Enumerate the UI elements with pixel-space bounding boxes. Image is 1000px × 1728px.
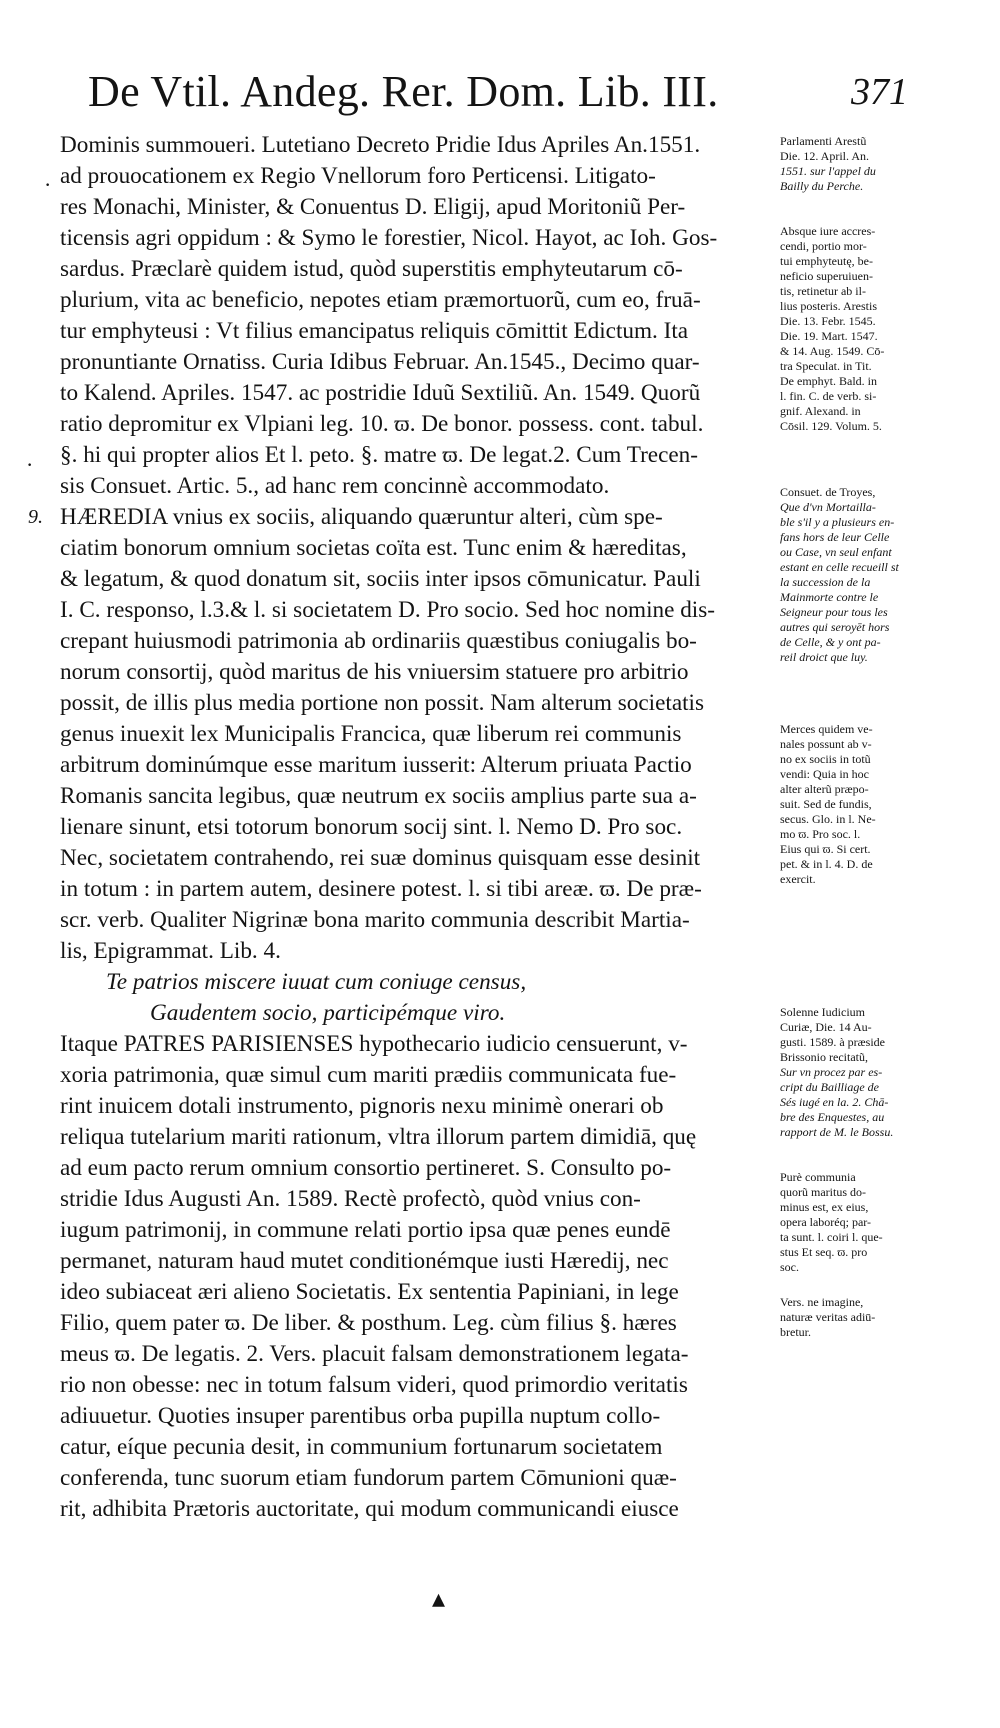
margin-line: Brissonio recitatũ, (780, 1050, 868, 1064)
margin-line: quorũ maritus do- (780, 1185, 866, 1199)
margin-line: Solenne Iudicium (780, 1005, 865, 1019)
margin-line: Cōsil. 129. Volum. 5. (780, 419, 882, 433)
text-line: §. hi qui propter alios Et l. peto. §. matre ϖ. De legat.2. Cum Trecen- (60, 442, 698, 468)
margin-line: suit. Sed de fundis, (780, 797, 872, 811)
margin-line: Vers. ne imagine, (780, 1295, 864, 1309)
margin-line: minus est, ex eius, (780, 1200, 869, 1214)
page-header (88, 66, 908, 126)
margin-line: Que d'vn Mortailla- (780, 500, 876, 514)
margin-line: Eius qui ϖ. Si cert. (780, 842, 871, 856)
text-line: iugum patrimonij, in commune relati portio ipsa quæ penes eundē (60, 1217, 671, 1243)
margin-line: Sur vn procez par es- (780, 1065, 883, 1079)
text-line: I. C. responso, l.3.& l. si societatem D. Pro socio. Sed hoc nomine dis- (60, 597, 715, 623)
text-line: Nec, societatem contrahendo, rei suæ dominus quisquam esse desinit (60, 845, 701, 871)
paragraph-9 (28, 502, 780, 967)
text-line: rit, adhibita Prætoris auctoritate, qui modum communicandi eiusce (60, 1496, 679, 1522)
margin-line: fans hors de leur Celle (780, 530, 890, 544)
text-line: sis Consuet. Artic. 5., ad hanc rem concinnè accommodato. (60, 473, 610, 499)
text-line: tur emphyteusi : Vt filius emancipatus reliquis cōmittit Edictum. Ita (60, 318, 689, 344)
margin-line: Mainmorte contre le (780, 590, 879, 604)
margin-line: tui emphyteutę, be- (780, 254, 873, 268)
text-line: genus inuexit lex Municipalis Francica, quæ liberum rei communis (60, 721, 682, 747)
margin-line: stus Et seq. ϖ. pro (780, 1245, 868, 1259)
margin-line: estant en celle recueill st (780, 560, 899, 574)
margin-line: Curiæ, Die. 14 Au- (780, 1020, 872, 1034)
margin-note-parlamenti-arestum (780, 134, 904, 194)
text-line: ratio depromitur ex Vlpiani leg. 10. ϖ. De bonor. possess. cont. tabul. (60, 411, 704, 437)
margin-line: Merces quidem ve- (780, 722, 873, 736)
margin-line: Absque iure accres- (780, 224, 876, 238)
text-line: possit, de illis plus media portione non possit. Nam alterum societatis (60, 690, 705, 716)
margin-line: 1551. sur l'appel du (780, 164, 876, 178)
margin-line: Purè communia (780, 1170, 856, 1184)
margin-line: gnif. Alexand. in (780, 404, 861, 418)
margin-line: tra Speculat. in Tit. (780, 359, 872, 373)
margin-line: autres qui seroyēt hors (780, 620, 890, 634)
text-line: scr. verb. Qualiter Nigrinæ bona marito communia describit Martia- (60, 907, 690, 933)
ink-mark: · (44, 172, 52, 197)
text-line: rio non obesse: nec in totum falsum videri, quod primordio veritatis (60, 1372, 688, 1398)
text-line: rint inuicem dotali instrumento, pignoris nexu minimè onerari ob (60, 1093, 664, 1119)
text-line: res Monachi, Minister, & Conuentus D. Eligij, apud Moritoniũ Per- (60, 194, 686, 220)
margin-line: gusti. 1589. à præside (780, 1035, 885, 1049)
paragraph-number: 9. (28, 506, 43, 528)
margin-line: la succession de la (780, 575, 871, 589)
main-text (28, 130, 780, 1525)
text-line: stridie Idus Augusti An. 1589. Rectè profectò, quòd vnius con- (60, 1186, 641, 1212)
margin-line: alter alterũ præpo- (780, 782, 869, 796)
text-line: sardus. Præclarè quidem istud, quòd superstitis emphyteutarum cō- (60, 256, 683, 282)
margin-line: exercit. (780, 872, 816, 886)
margin-line: ble s'il y a plusieurs en- (780, 515, 895, 529)
text-line: crepant huiusmodi patrimonia ab ordinariis quæstibus coniugalis bo- (60, 628, 697, 654)
text-line: HÆREDIA vnius ex sociis, aliquando quæruntur alteri, cùm spe- (60, 504, 663, 530)
text-line: permanet, naturam haud mutet conditionémque iusti Hæredij, nec (60, 1248, 669, 1274)
verse-line: Te patrios miscere iuuat cum coniuge census, (106, 969, 527, 995)
text-line: xoria patrimonia, quæ simul cum mariti prædiis communicata fue- (60, 1062, 677, 1088)
text-line: ticensis agri oppidum : & Symo le forestier, Nicol. Hayot, ac Ioh. Gos- (60, 225, 718, 251)
margin-note-absque-iure (780, 224, 904, 434)
margin-line: Seigneur pour tous les (780, 605, 888, 619)
text-line: ideo subiaceat æri alieno Societatis. Ex sententia Papiniani, in lege (60, 1279, 679, 1305)
margin-line: pet. & in l. 4. D. de (780, 857, 873, 871)
text-line: & legatum, & quod donatum sit, sociis inter ipsos cōmunicatur. Pauli (60, 566, 701, 592)
text-line: adiuuetur. Quoties insuper parentibus orba pupilla nuptum collo- (60, 1403, 661, 1429)
margin-line: Bailly du Perche. (780, 179, 864, 193)
text-line: lienare sinunt, etsi totorum bonorum socij sint. l. Nemo D. Pro soc. (60, 814, 683, 840)
margin-line: Die. 19. Mart. 1547. (780, 329, 878, 343)
page-number: 371 (851, 71, 908, 113)
margin-note-merces-quidem (780, 722, 904, 887)
margin-line: no ex sociis in totũ (780, 752, 871, 766)
margin-line: opera laboréq; par- (780, 1215, 872, 1229)
text-line: ciatim bonorum omnium societas coïta est. Tunc enim & hæreditas, (60, 535, 687, 561)
text-line: conferenda, tunc suorum etiam fundorum partem Cōmunioni quæ- (60, 1465, 677, 1491)
text-line: catur, eíque pecunia desit, in communium fortunarum societatem (60, 1434, 663, 1460)
margin-line: naturæ veritas adiū- (780, 1310, 876, 1324)
text-line: pronuntiante Ornatiss. Curia Idibus Februar. An.1545., Decimo quar- (60, 349, 700, 375)
margin-line: Sés iugé en la. 2. Chā- (780, 1095, 889, 1109)
margin-line: soc. (780, 1260, 799, 1274)
text-line: ad eum pacto rerum omnium consortio pertineret. S. Consulto po- (60, 1155, 672, 1181)
margin-line: lius posteris. Arestis (780, 299, 878, 313)
margin-line: & 14. Aug. 1549. Cō- (780, 344, 885, 358)
text-line: Filio, quem pater ϖ. De liber. & posthum. Leg. cùm filius §. hæres (60, 1310, 677, 1336)
margin-note-vers-ne-imagine (780, 1295, 904, 1340)
margin-line: reil droict que luy. (780, 650, 868, 664)
text-line: Romanis sancita legibus, quæ neutrum ex sociis amplius parte sua a- (60, 783, 697, 809)
margin-line: rapport de M. le Bossu. (780, 1125, 894, 1139)
verse-line: Gaudentem socio, participémque viro. (150, 1000, 506, 1026)
text-line: in totum : in partem autem, desinere potest. l. si tibi areæ. ϖ. De præ- (60, 876, 702, 902)
margin-line: mo ϖ. Pro soc. l. (780, 827, 861, 841)
margin-line: Consuet. de Troyes, (780, 485, 876, 499)
margin-line: bretur. (780, 1325, 811, 1339)
running-head: De Vtil. Andeg. Rer. Dom. Lib. III. (88, 67, 719, 116)
text-line: plurium, vita ac beneficio, nepotes etiam præmortuorũ, cum eo, fruā- (60, 287, 701, 313)
margin-line: Die. 13. Febr. 1545. (780, 314, 876, 328)
margin-line: de Celle, & y ont pa- (780, 635, 881, 649)
margin-line: Die. 12. April. An. (780, 149, 869, 163)
margin-line: neficio superuiuen- (780, 269, 873, 283)
margin-line: Parlamenti Arestũ (780, 134, 867, 148)
text-line: ad prouocationem ex Regio Vnellorum foro Perticensi. Litigato- (60, 163, 656, 189)
verse-quotation (60, 967, 780, 1029)
margin-note-solenne-iudicium (780, 1005, 904, 1140)
text-line: meus ϖ. De legatis. 2. Vers. placuit falsam demonstrationem legata- (60, 1341, 689, 1367)
margin-note-consuet-de-troyes (780, 485, 904, 665)
margin-line: cript du Bailliage de (780, 1080, 879, 1094)
margin-line: ta sunt. l. coiri l. que- (780, 1230, 883, 1244)
margin-line: l. fin. C. de verb. si- (780, 389, 877, 403)
margin-line: De emphyt. Bald. in (780, 374, 877, 388)
text-line: lis, Epigrammat. Lib. 4. (60, 938, 281, 964)
ink-mark: · (26, 452, 34, 477)
margin-line: vendi: Quia in hoc (780, 767, 869, 781)
margin-line: cendi, portio mor- (780, 239, 867, 253)
paragraph-continued (60, 130, 780, 502)
text-line: arbitrum dominúmque esse maritum iusserit: Alterum priuata Pactio (60, 752, 692, 778)
paragraph-patres-parisienses (60, 1029, 780, 1525)
margin-note-pure-communia (780, 1170, 904, 1275)
text-line: reliqua tutelarium mariti rationum, vltra illorum partem dimidiā, quę (60, 1124, 697, 1150)
ink-mark: ▴ (432, 1584, 446, 1613)
margin-line: secus. Glo. in l. Ne- (780, 812, 876, 826)
margin-line: nales possunt ab v- (780, 737, 872, 751)
text-line: Dominis summoueri. Lutetiano Decreto Pridie Idus Apriles An.1551. (60, 132, 701, 158)
margin-line: ou Case, vn seul enfant (780, 545, 892, 559)
margin-line: bre des Enquestes, au (780, 1110, 885, 1124)
margin-line: tis, retinetur ab il- (780, 284, 866, 298)
text-line: to Kalend. Apriles. 1547. ac postridie Iduũ Sextiliũ. An. 1549. Quorũ (60, 380, 701, 406)
text-line: norum consortij, quòd maritus de his vniuersim statuere pro arbitrio (60, 659, 689, 685)
text-line: Itaque PATRES PARISIENSES hypothecario iudicio censuerunt, v- (60, 1031, 688, 1057)
